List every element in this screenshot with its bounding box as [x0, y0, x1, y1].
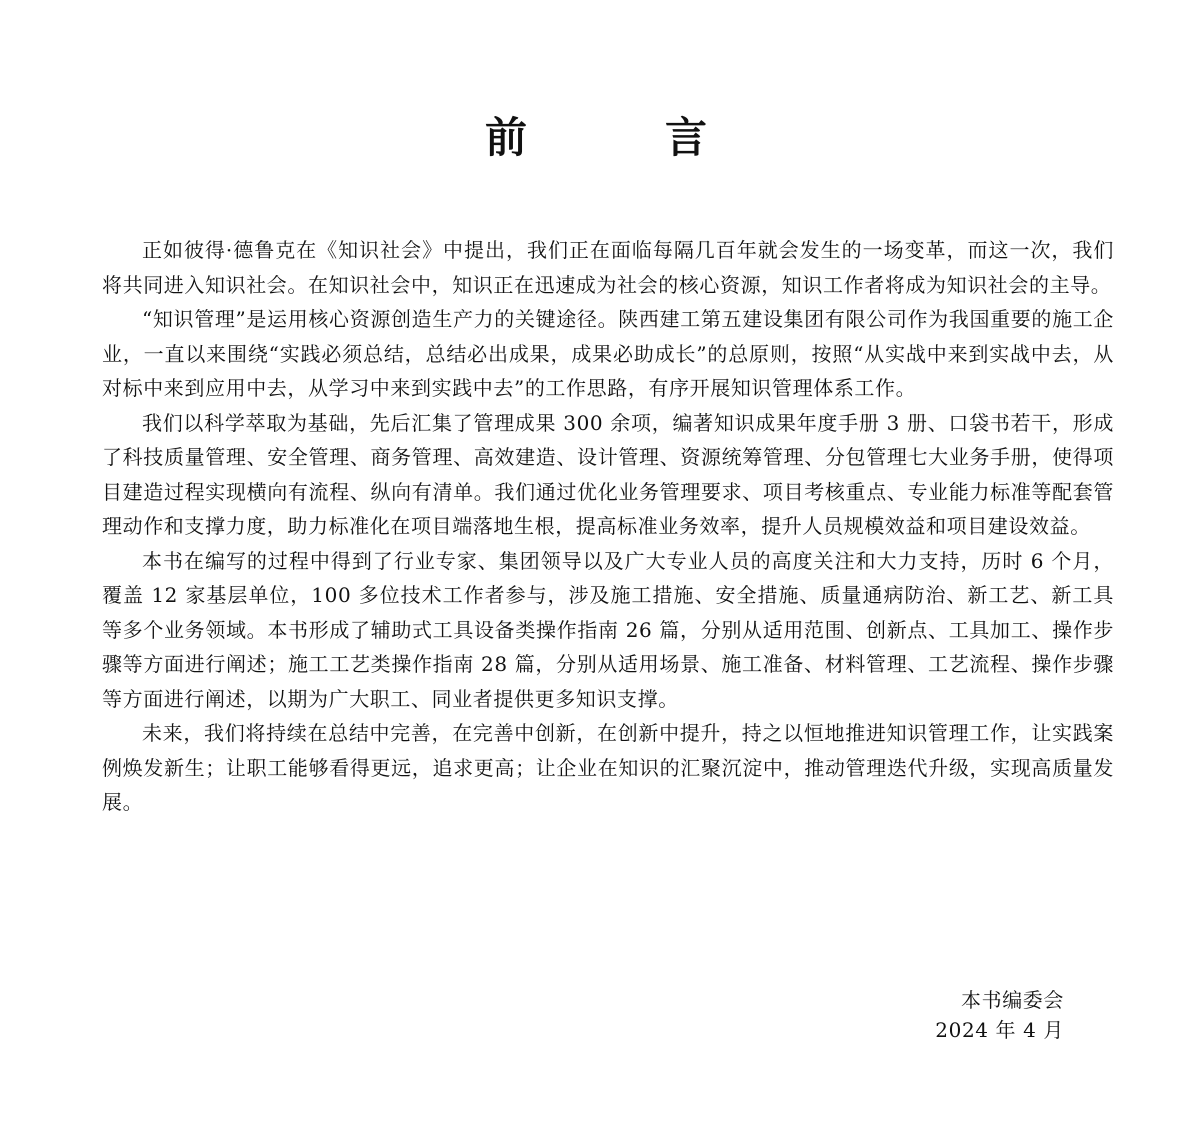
paragraph-3: 我们以科学萃取为基础，先后汇集了管理成果 300 余项，编著知识成果年度手册 3 册、口袋书若干，形成了科技质量管理、安全管理、商务管理、高效建造、设计管理、资源统筹管理、分包管理七大业务手册，使得项目建造过程实现横向有流程、纵向有清单。我们通过优化业务管理要求、项目考核重点、专业能力标准等配套管理动作和支撑力度，助力标准化在项目端落地生根，提高标准业务效率，提升人员规模效益和项目建设效益。 — [102, 410, 1114, 538]
preface-body — [102, 233, 1114, 820]
signature-author: 本书编委会 — [961, 988, 1064, 1012]
page-title: 前 言 — [484, 113, 755, 162]
signature-date: 2024 年 4 月 — [935, 1018, 1064, 1042]
signature-block — [935, 985, 1064, 1045]
paragraph-2: “知识管理”是运用核心资源创造生产力的关键途径。陕西建工第五建设集团有限公司作为我国重要的施工企业，一直以来围绕“实践必须总结，总结必出成果，成果必助成长”的总原则，按照“从实战中来到实战中去，从对标中来到应用中去，从学习中来到实践中去”的工作思路，有序开展知识管理体系工作。 — [102, 307, 1114, 400]
paragraph-1: 正如彼得·德鲁克在《知识社会》中提出，我们正在面临每隔几百年就会发生的一场变革，而这一次，我们将共同进入知识社会。在知识社会中，知识正在迅速成为社会的核心资源，知识工作者将成为知识社会的主导。 — [102, 238, 1114, 297]
paragraph-5: 未来，我们将持续在总结中完善，在完善中创新，在创新中提升，持之以恒地推进知识管理工作，让实践案例焕发新生；让职工能够看得更远，追求更高；让企业在知识的汇聚沉淀中，推动管理迭代升级，实现高质量发展。 — [102, 721, 1114, 814]
paragraph-4: 本书在编写的过程中得到了行业专家、集团领导以及广大专业人员的高度关注和大力支持，历时 6 个月，覆盖 12 家基层单位，100 多位技术工作者参与，涉及施工措施、安全措施、质量通病防治、新工艺、新工具等多个业务领域。本书形成了辅助式工具设备类操作指南 26 篇，分别从适用范围、创新点、工具加工、操作步骤等方面进行阐述；施工工艺类操作指南 28 篇，分别从适用场景、施工准备、材料管理、工艺流程、操作步骤等方面进行阐述，以期为广大职工、同业者提供更多知识支撑。 — [102, 548, 1114, 711]
